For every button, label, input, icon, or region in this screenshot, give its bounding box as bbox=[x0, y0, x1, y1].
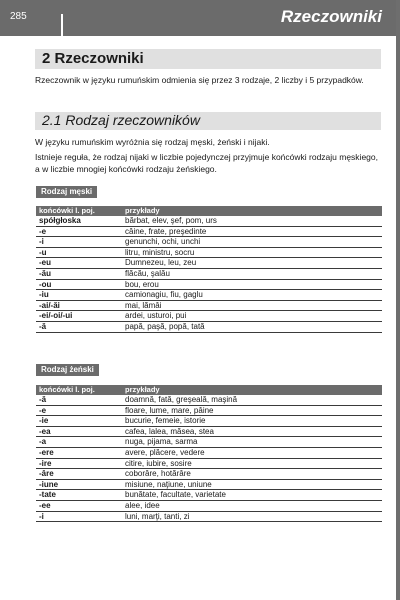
table-row bbox=[36, 511, 382, 522]
ending-cell: -ere bbox=[36, 447, 122, 458]
ending-cell: -e bbox=[36, 226, 122, 237]
table-row bbox=[36, 226, 382, 237]
table-row bbox=[36, 405, 382, 416]
examples-cell: genunchi, ochi, unchi bbox=[122, 237, 382, 248]
ending-cell: -i bbox=[36, 237, 122, 248]
ending-cell: -u bbox=[36, 247, 122, 258]
rule-paragraph: Istnieje reguła, że rodzaj nijaki w liczbie pojedynczej przyjmuje końcówki rodzaju męskiego, a w liczbie mnogiej końcówki rodzaju żeńskiego. bbox=[35, 152, 378, 174]
examples-cell: bunătate, facultate, varietate bbox=[122, 490, 382, 501]
table-row bbox=[36, 447, 382, 458]
ending-cell: -ău bbox=[36, 268, 122, 279]
ending-cell: -iune bbox=[36, 479, 122, 490]
table-row bbox=[36, 311, 382, 322]
examples-cell: Dumnezeu, leu, zeu bbox=[122, 258, 382, 269]
table-row bbox=[36, 469, 382, 480]
examples-cell: flăcău, şalău bbox=[122, 268, 382, 279]
examples-cell: ardei, usturoi, pui bbox=[122, 311, 382, 322]
examples-cell: mai, lămâi bbox=[122, 300, 382, 311]
column-header-endings: końcówki l. poj. bbox=[36, 206, 122, 216]
examples-cell: alee, idee bbox=[122, 500, 382, 511]
ending-cell: -iu bbox=[36, 290, 122, 301]
examples-cell: cafea, lalea, măsea, stea bbox=[122, 426, 382, 437]
table-row bbox=[36, 268, 382, 279]
examples-cell: nuga, pijama, sarma bbox=[122, 437, 382, 448]
table-header-row bbox=[36, 385, 382, 395]
table-row bbox=[36, 458, 382, 469]
page-header bbox=[0, 0, 396, 36]
ending-cell: -eu bbox=[36, 258, 122, 269]
examples-cell: misiune, naţiune, uniune bbox=[122, 479, 382, 490]
page-edge-bar bbox=[396, 0, 400, 600]
masculine-label: Rodzaj męski bbox=[36, 186, 97, 198]
ending-cell: -ă bbox=[36, 395, 122, 405]
subsection-heading-text: 2.1 Rodzaj rzeczowników bbox=[42, 112, 200, 128]
ending-cell: -ai/-ăi bbox=[36, 300, 122, 311]
header-divider bbox=[61, 14, 63, 36]
examples-cell: avere, plăcere, vedere bbox=[122, 447, 382, 458]
ending-cell: -e bbox=[36, 405, 122, 416]
table-row bbox=[36, 279, 382, 290]
table-row bbox=[36, 258, 382, 269]
intro-paragraph: Rzeczownik w języku rumuńskim odmienia się przez 3 rodzaje, 2 liczby i 5 przypadków. bbox=[35, 75, 364, 85]
examples-cell: coborâre, hotărâre bbox=[122, 469, 382, 480]
gender-paragraph: W języku rumuńskim wyróżnia się rodzaj męski, żeński i nijaki. bbox=[35, 137, 270, 147]
examples-cell: camionagiu, fiu, gaglu bbox=[122, 290, 382, 301]
examples-cell: doamnă, fată, greşeală, maşină bbox=[122, 395, 382, 405]
table-row bbox=[36, 426, 382, 437]
ending-cell: -ire bbox=[36, 458, 122, 469]
ending-cell: -ee bbox=[36, 500, 122, 511]
table-row bbox=[36, 300, 382, 311]
section-heading-text: 2 Rzeczowniki bbox=[42, 50, 144, 67]
table-row bbox=[36, 216, 382, 226]
table-row bbox=[36, 321, 382, 332]
examples-cell: papă, paşă, popă, tată bbox=[122, 321, 382, 332]
examples-cell: luni, marţi, tanti, zi bbox=[122, 511, 382, 522]
ending-cell: -a bbox=[36, 437, 122, 448]
ending-cell: -âre bbox=[36, 469, 122, 480]
table-row bbox=[36, 247, 382, 258]
table-row bbox=[36, 500, 382, 511]
page-number: 285 bbox=[10, 11, 27, 22]
masculine-table bbox=[36, 206, 382, 333]
examples-cell: câine, frate, preşedinte bbox=[122, 226, 382, 237]
chapter-title: Rzeczowniki bbox=[280, 7, 382, 26]
ending-cell: spółgłoska bbox=[36, 216, 122, 226]
ending-cell: -i bbox=[36, 511, 122, 522]
table-header-row bbox=[36, 206, 382, 216]
ending-cell: -ei/-oi/-ui bbox=[36, 311, 122, 322]
ending-cell: -ou bbox=[36, 279, 122, 290]
examples-cell: bucurie, femeie, istorie bbox=[122, 416, 382, 427]
ending-cell: -tate bbox=[36, 490, 122, 501]
column-header-endings: końcówki l. poj. bbox=[36, 385, 122, 395]
examples-cell: bou, erou bbox=[122, 279, 382, 290]
table-row bbox=[36, 237, 382, 248]
examples-cell: litru, ministru, socru bbox=[122, 247, 382, 258]
ending-cell: -ă bbox=[36, 321, 122, 332]
table-row bbox=[36, 479, 382, 490]
column-header-examples: przykłady bbox=[122, 206, 382, 216]
table-row bbox=[36, 416, 382, 427]
ending-cell: -ie bbox=[36, 416, 122, 427]
subsection-heading bbox=[35, 112, 381, 130]
table-row bbox=[36, 395, 382, 405]
examples-cell: citire, iubire, sosire bbox=[122, 458, 382, 469]
examples-cell: bărbat, elev, şef, pom, urs bbox=[122, 216, 382, 226]
feminine-table bbox=[36, 385, 382, 522]
ending-cell: -ea bbox=[36, 426, 122, 437]
table-row bbox=[36, 290, 382, 301]
feminine-label: Rodzaj żeński bbox=[36, 364, 99, 376]
examples-cell: floare, lume, mare, pâine bbox=[122, 405, 382, 416]
table-row bbox=[36, 490, 382, 501]
section-heading bbox=[35, 49, 381, 69]
table-row bbox=[36, 437, 382, 448]
column-header-examples: przykłady bbox=[122, 385, 382, 395]
